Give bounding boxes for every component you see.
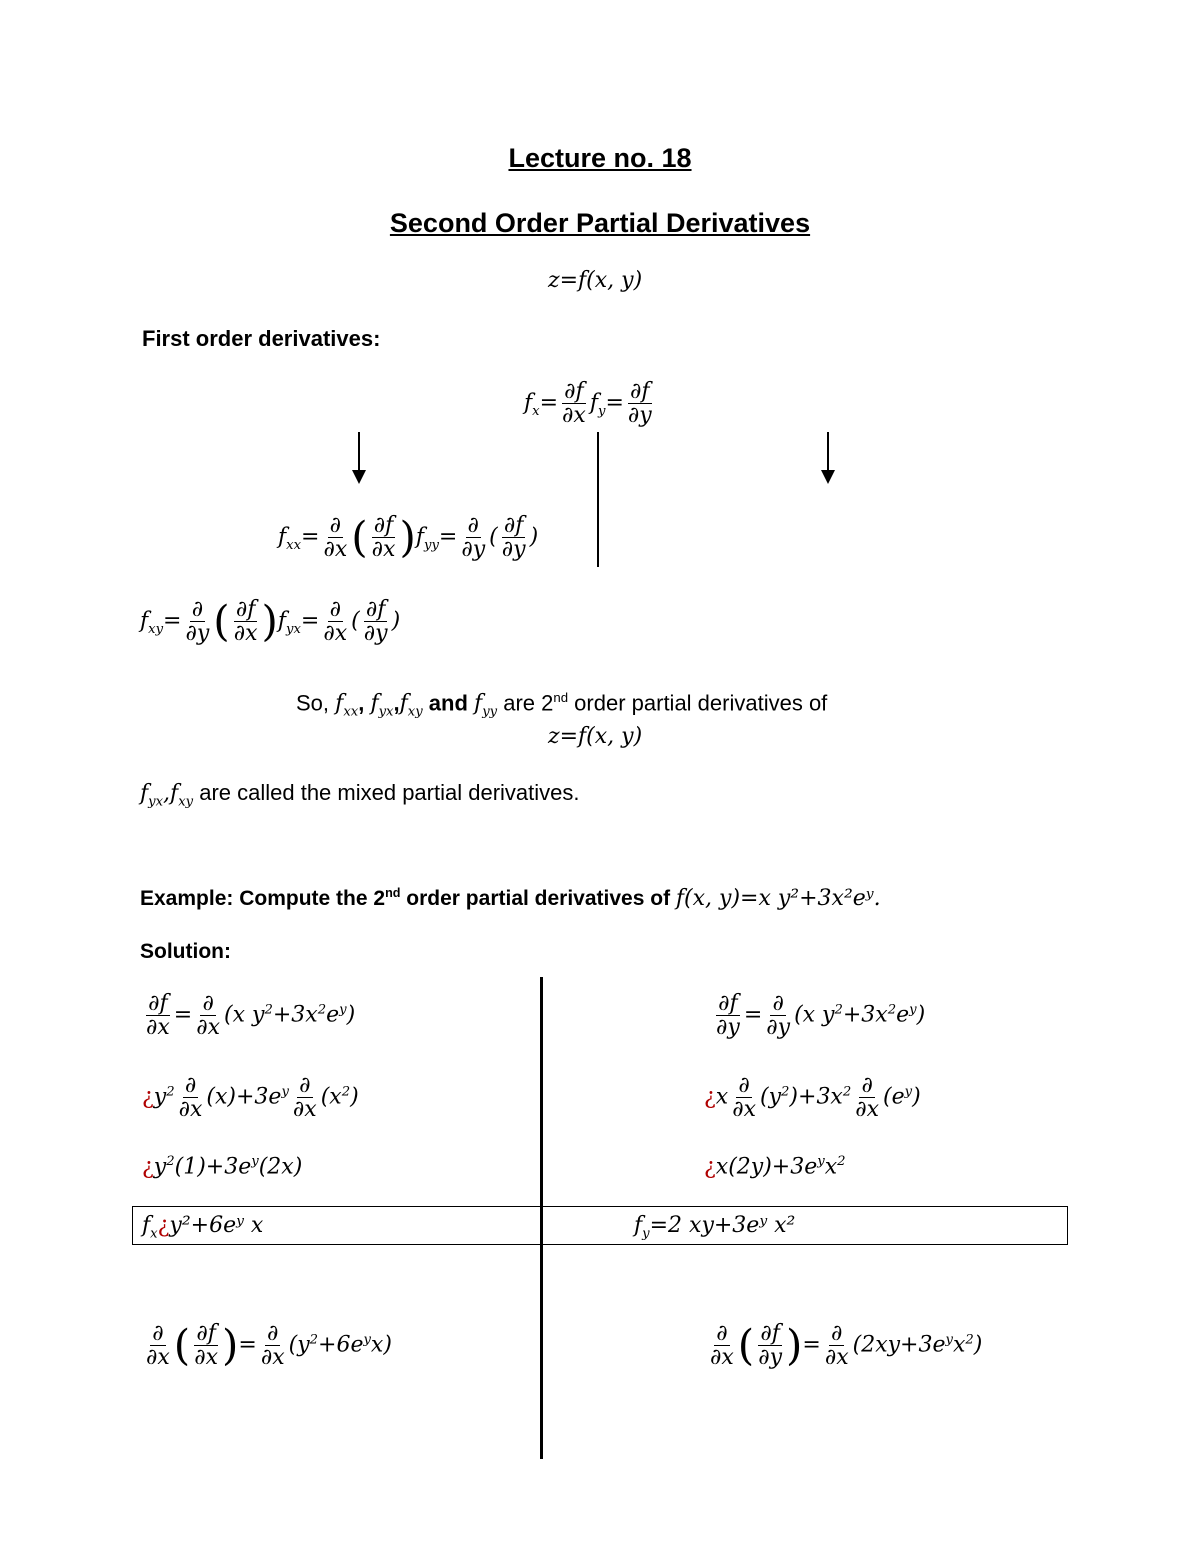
fxx-fyy-formula: $f_{xx}=$ $\frac{\partial}{\partial x}$ ( $\frac{\partial f}{\partial x}$ )$f_{yy}=$ $\frac{\partial}{\partial y}$ ( $\frac{\partial f}{\partial y}$ ) bbox=[278, 512, 539, 563]
solution-label: Solution: bbox=[140, 940, 231, 963]
fx-result: $f_x¿y^2+6eʸ$ x bbox=[142, 1213, 264, 1242]
fxy-fyx-formula: $f_{xy}=$ $\frac{\partial}{\partial y}$ ( $\frac{\partial f}{\partial x}$ )$f_{yx}=$ $\frac{\partial}{\partial x}$ ( $\frac{\partial f}{\partial y}$ ) bbox=[140, 596, 401, 647]
lecture-number: Lecture no. 18 bbox=[508, 143, 692, 173]
left-second-derivative: $\frac{\partial}{\partial x}$ ( $\frac{\partial f}{\partial x}$ )= $\frac{\partial}{\partial x}$ $(y^2+6e^yx)$ bbox=[146, 1320, 392, 1371]
arrow-right-shaft bbox=[827, 432, 829, 472]
fy-result: $f_y=2$ xy+3eʸ x² bbox=[634, 1213, 796, 1242]
arrow-down-left-icon bbox=[352, 470, 366, 484]
right-second-derivative: $\frac{\partial}{\partial x}$ ( $\frac{\partial f}{\partial y}$ )= $\frac{\partial}{\partial x}$ $(2xy+3e^yx^2)$ bbox=[710, 1320, 983, 1371]
result-box bbox=[132, 1206, 1068, 1245]
left-step-3: ¿$y^2(1)+3e^y(2x)$ bbox=[142, 1154, 303, 1180]
left-step-1: $\frac{\partial f}{\partial x}$ = $\frac{\partial}{\partial x}$ (x $y^2+3x^2e^y$) bbox=[146, 991, 356, 1041]
arrow-left-shaft bbox=[358, 432, 360, 472]
main-equation: z=f(x, y) bbox=[548, 268, 643, 293]
right-step-2: ¿x $\frac{\partial}{\partial x}$ $(y^2)+3x^2$ $\frac{\partial}{\partial x}$ $(e^y)$ bbox=[704, 1073, 921, 1123]
page-title: Second Order Partial Derivatives bbox=[389, 208, 811, 238]
mixed-statement: $f_{yx},f_{xy}$ are called the mixed partial derivatives. bbox=[140, 780, 580, 810]
left-step-2: ¿$y^2$ $\frac{\partial}{\partial x}$ $(x)+3e^y$ $\frac{\partial}{\partial x}$ $(x^2)$ bbox=[142, 1073, 359, 1123]
main-equation-2: z=f(x, y) bbox=[548, 724, 643, 749]
so-statement: So, $f_{xx}$, $f_{yx},f_{xy}$ and $f_{yy}$ are 2nd order partial derivatives of bbox=[296, 690, 828, 720]
first-order-formula: $f_x=$ $\frac{\partial f}{\partial x}$ $f_y=$ $\frac{\partial f}{\partial y}$ bbox=[524, 379, 652, 429]
vertical-divider-top bbox=[597, 432, 599, 567]
arrow-down-right-icon bbox=[821, 470, 835, 484]
right-step-1: $\frac{\partial f}{\partial y}$ = $\frac{\partial}{\partial y}$ (x $y^2+3x^2e^y$) bbox=[716, 991, 926, 1041]
first-order-label: First order derivatives: bbox=[142, 326, 381, 351]
right-step-3: ¿$x(2y)+3e^yx^2$ bbox=[704, 1154, 846, 1180]
example-statement: Example: Compute the 2nd order partial derivatives of f(x, y)=x y²+3x²eʸ. bbox=[140, 886, 881, 911]
